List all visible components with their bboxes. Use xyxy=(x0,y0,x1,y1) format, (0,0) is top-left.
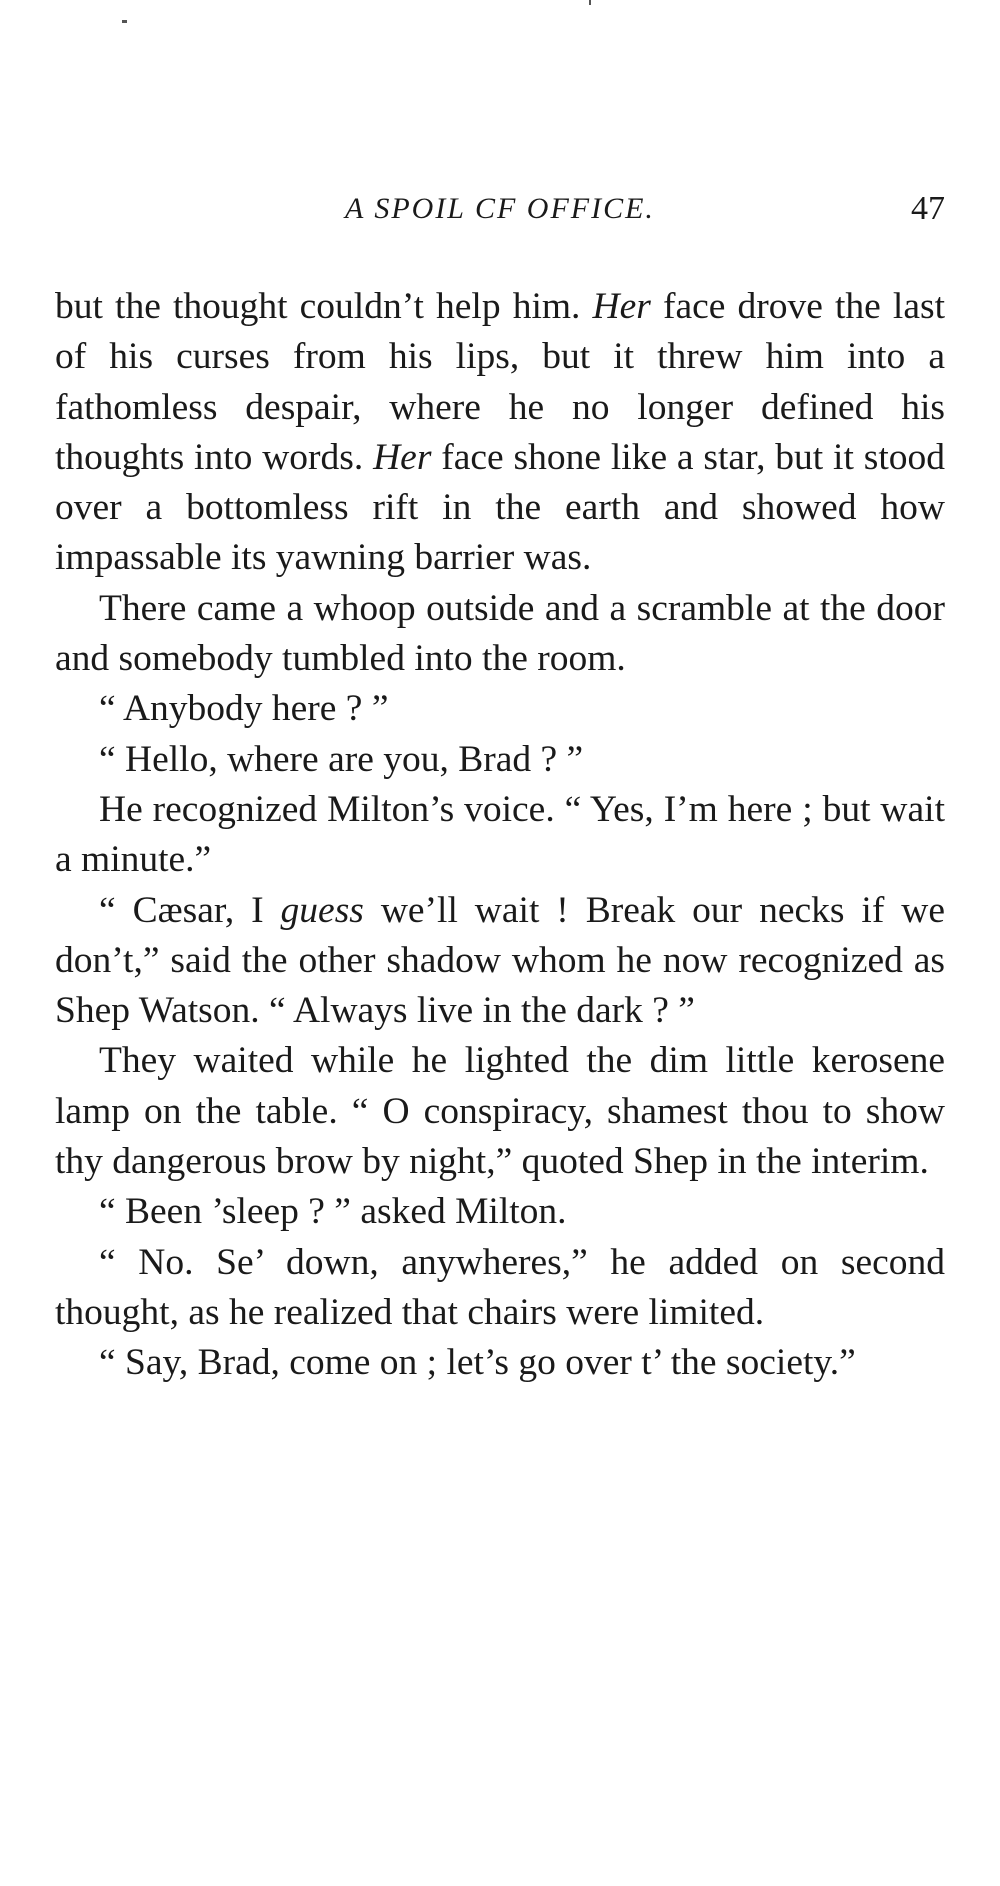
text-run: “ Cæsar, I xyxy=(99,889,281,931)
paragraph xyxy=(55,1187,945,1237)
paragraph xyxy=(55,1238,945,1339)
running-title: A SPOIL CF OFFICE. xyxy=(345,192,655,225)
paragraph xyxy=(55,735,945,785)
page-number: 47 xyxy=(911,190,945,227)
page-header xyxy=(55,192,945,236)
body-text xyxy=(55,282,945,1389)
paragraph xyxy=(55,1338,945,1388)
text-run: He recognized Milton’s voice. “ Yes, I’m here ; but wait a minute.” xyxy=(55,788,945,881)
text-run: face drove the last of his curses from his lips, but it threw him into a fathomless despair, where he no longer defined his thoughts into words. xyxy=(55,286,945,478)
paragraph xyxy=(55,584,945,685)
italic-text: Her xyxy=(373,436,432,478)
paragraph xyxy=(55,684,945,734)
text-run: “ Been ’sleep ? ” asked Milton. xyxy=(99,1191,567,1233)
text-run: we’ll wait ! Break our necks if we don’t,” said the other shadow whom he now recognized as Shep Watson. “ Always live in the dark ? ” xyxy=(55,889,945,1032)
text-run: face shone like a star, but it stood over a bottomless rift in the earth and showed how impassable its yawning barrier was. xyxy=(55,436,945,579)
text-run: “ Say, Brad, come on ; let’s go over t’ the society.” xyxy=(99,1342,856,1384)
text-run: “ Hello, where are you, Brad ? ” xyxy=(99,738,584,780)
text-run: There came a whoop outside and a scramble at the door and somebody tumbled into the room. xyxy=(55,587,945,680)
text-run: but the thought couldn’t help him. xyxy=(55,286,593,327)
text-run: “ Anybody here ? ” xyxy=(99,688,389,730)
paragraph xyxy=(55,886,945,1037)
print-speck xyxy=(589,0,591,5)
italic-text: guess xyxy=(280,889,364,931)
paragraph xyxy=(55,1036,945,1187)
paragraph xyxy=(55,785,945,886)
italic-text: Her xyxy=(592,286,651,327)
text-run: “ No. Se’ down, anywheres,” he added on second thought, as he realized that chairs were limited. xyxy=(55,1241,945,1333)
print-speck xyxy=(122,20,127,23)
text-run: They waited while he lighted the dim little kerosene lamp on the table. “ O conspiracy, shamest thou to show thy dangerous brow by night,” quoted Shep in the interim. xyxy=(55,1040,945,1183)
paragraph xyxy=(55,282,945,584)
